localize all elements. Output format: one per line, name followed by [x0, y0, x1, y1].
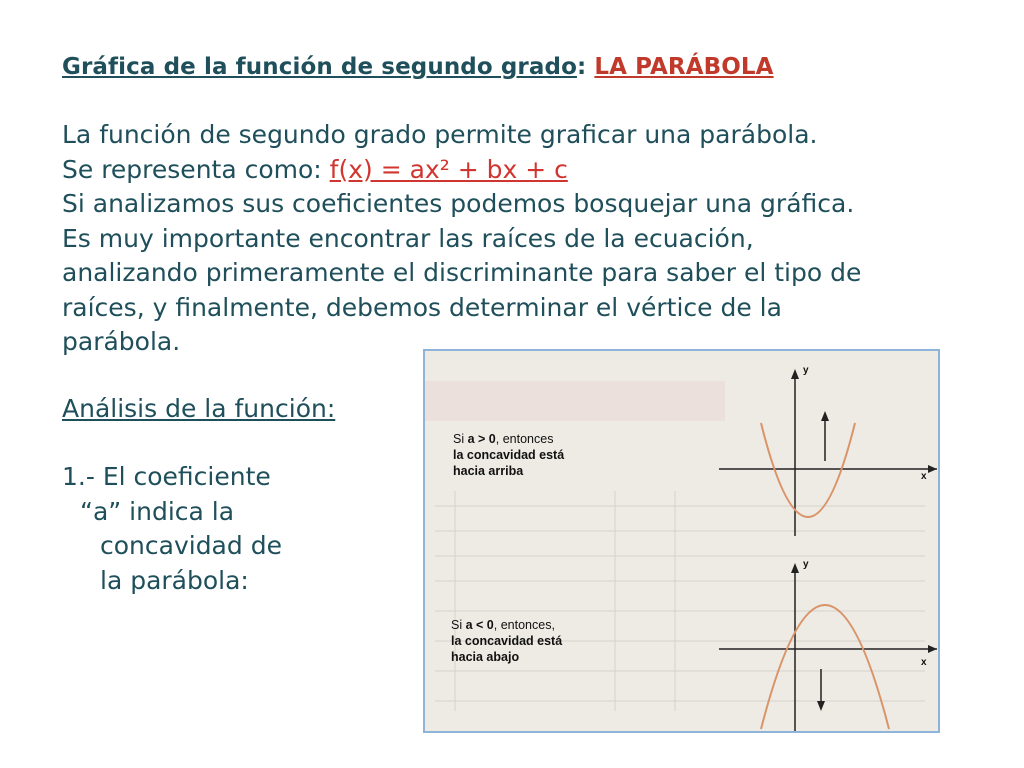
top-caption-line-1 — [453, 432, 553, 446]
faded-header-band — [425, 381, 725, 421]
top-axis-x-label: x — [921, 471, 927, 482]
item-1-line-3: concavidad de — [100, 531, 282, 560]
bottom-caption-line-2: la concavidad está — [451, 634, 563, 648]
bottom-caption-line-1 — [451, 618, 555, 632]
intro-line-6: raíces, y finalmente, debemos determinar el vértice de la — [62, 292, 782, 322]
bottom-caption-prefix: Si — [451, 618, 463, 632]
top-caption-condition: a > 0 — [467, 432, 496, 446]
slide-title — [62, 54, 774, 80]
bottom-caption-line-3: hacia abajo — [451, 650, 520, 664]
bottom-axis-x-label: x — [921, 657, 927, 668]
intro-line-3: Si analizamos sus coeficientes podemos bosquejar una gráfica. — [62, 189, 855, 218]
item-1-line-1: 1.- El coeficiente — [62, 462, 271, 491]
bottom-axis-y-label: y — [803, 559, 809, 570]
bottom-caption-suffix: , entonces, — [493, 618, 555, 632]
intro-line-5: analizando primeramente el discriminante para saber el tipo de — [62, 258, 862, 287]
intro-line-1: La función de segundo grado permite graficar una parábola. — [62, 120, 818, 149]
top-caption-suffix: , entonces — [495, 432, 554, 446]
intro-paragraph — [62, 118, 982, 360]
concavity-figure — [423, 349, 940, 733]
analysis-item-1 — [62, 460, 282, 598]
title-separator: : — [576, 54, 587, 80]
formula: f(x) = ax² + bx + c — [329, 154, 568, 184]
top-caption-line-3: hacia arriba — [453, 464, 524, 478]
analysis-heading: Análisis de la función: — [62, 394, 336, 423]
top-axis-y-label: y — [803, 365, 809, 376]
top-caption-line-2: la concavidad está — [453, 448, 565, 462]
top-caption-prefix: Si — [453, 432, 465, 446]
title-main: Gráfica de la función de segundo grado — [62, 54, 577, 80]
bottom-caption-condition: a < 0 — [465, 618, 494, 632]
intro-line-7: parábola. — [62, 327, 181, 356]
intro-line-4: Es muy importante encontrar las raíces de la ecuación, — [62, 223, 754, 253]
item-1-line-2: “a” indica la — [80, 496, 235, 526]
concavity-figure-svg — [425, 351, 938, 731]
item-1-line-4: la parábola: — [100, 565, 249, 595]
formula-prefix: Se representa como: — [62, 154, 322, 184]
intro-line-2 — [62, 153, 982, 188]
title-accent: LA PARÁBOLA — [594, 54, 774, 80]
